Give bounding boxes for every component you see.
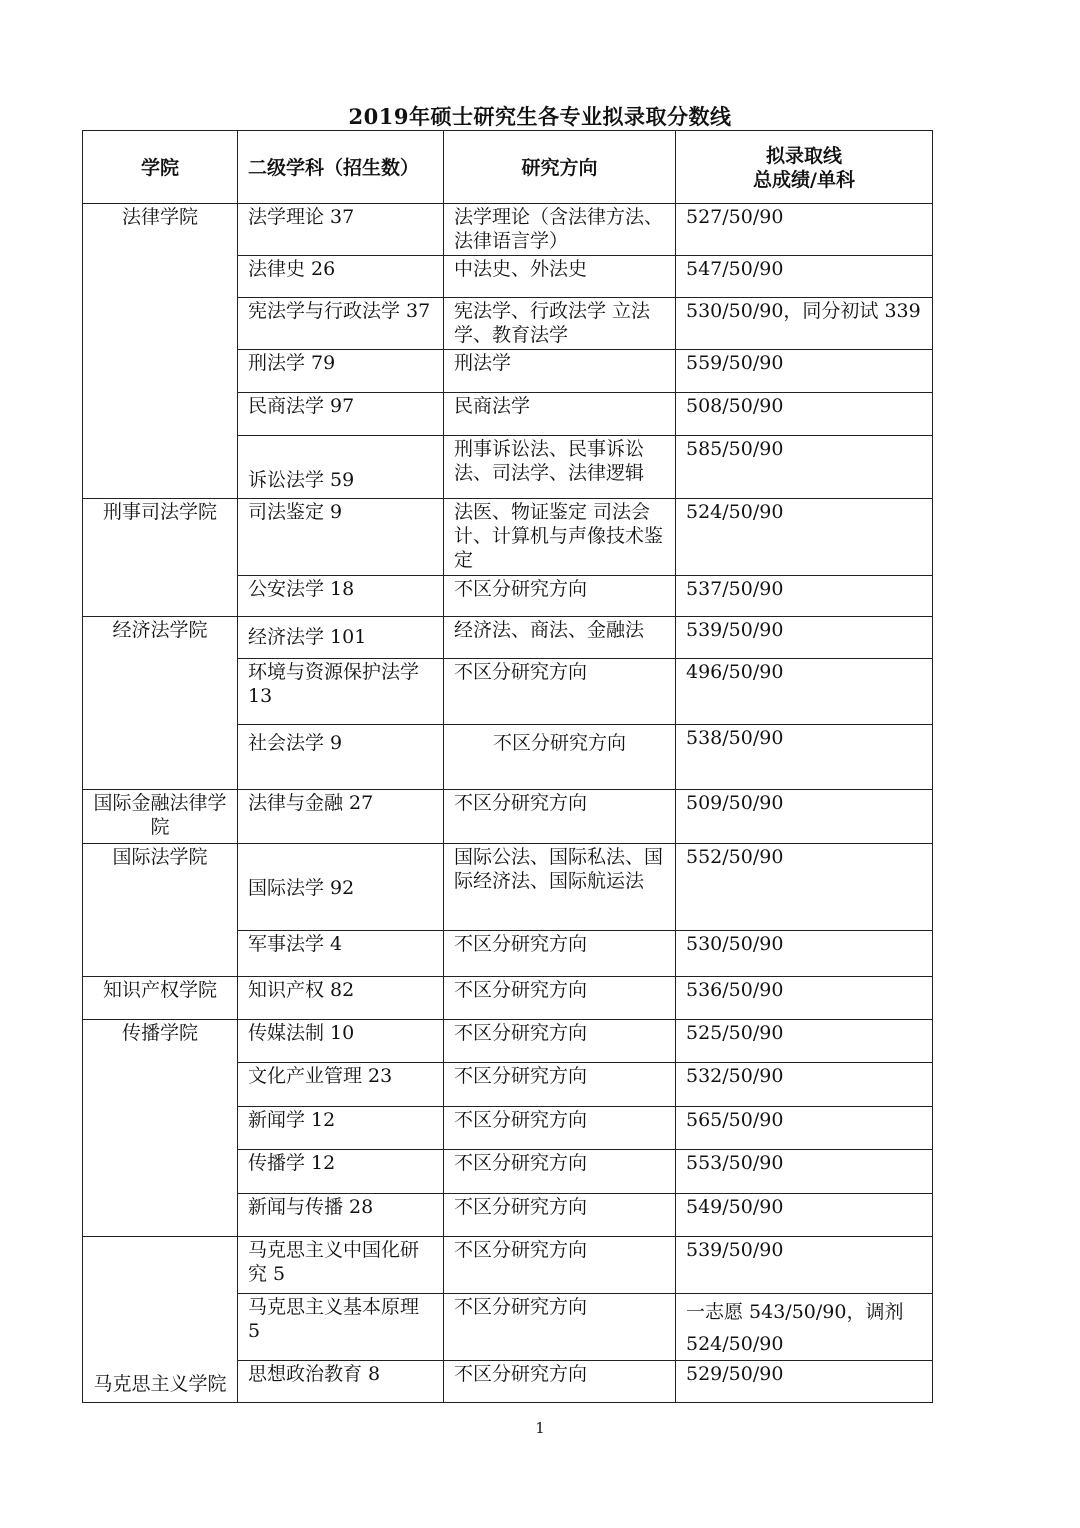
direction-cell: 不区分研究方向 [444,725,676,790]
table-row [83,844,933,931]
table-row [83,499,933,576]
score-cell: 530/50/90 [676,931,933,977]
discipline-cell: 社会法学 9 [238,725,444,790]
header-discipline: 二级学科（招生数） [238,131,444,204]
discipline-cell: 马克思主义中国化研究 5 [238,1237,444,1294]
score-cell: 一志愿 543/50/90，调剂 524/50/90 [676,1294,933,1361]
college-cell: 国际法学院 [83,844,238,977]
table-row [83,617,933,659]
direction-cell: 不区分研究方向 [444,790,676,844]
table-row [83,977,933,1020]
cutoff-table [82,130,933,1403]
score-cell: 559/50/90 [676,350,933,393]
direction-cell: 不区分研究方向 [444,576,676,617]
score-cell: 508/50/90 [676,393,933,436]
discipline-cell: 法学理论 37 [238,204,444,256]
direction-cell: 不区分研究方向 [444,659,676,725]
score-cell: 539/50/90 [676,617,933,659]
discipline-cell: 传播学 12 [238,1150,444,1194]
discipline-cell: 司法鉴定 9 [238,499,444,576]
discipline-cell: 文化产业管理 23 [238,1063,444,1107]
discipline-cell: 传媒法制 10 [238,1020,444,1063]
score-cell: 547/50/90 [676,256,933,298]
score-cell: 524/50/90 [676,499,933,576]
direction-cell: 民商法学 [444,393,676,436]
direction-cell: 不区分研究方向 [444,1294,676,1361]
discipline-cell: 知识产权 82 [238,977,444,1020]
direction-cell: 宪法学、行政法学 立法学、教育法学 [444,298,676,350]
score-cell: 565/50/90 [676,1107,933,1150]
direction-cell: 不区分研究方向 [444,931,676,977]
table-row [83,790,933,844]
score-cell: 527/50/90 [676,204,933,256]
score-cell: 537/50/90 [676,576,933,617]
score-cell: 536/50/90 [676,977,933,1020]
college-cell: 国际金融法律学院 [83,790,238,844]
discipline-cell: 经济法学 101 [238,617,444,659]
direction-cell: 法学理论（含法律方法、法律语言学） [444,204,676,256]
score-cell: 496/50/90 [676,659,933,725]
college-cell: 法律学院 [83,204,238,499]
discipline-cell: 环境与资源保护法学 13 [238,659,444,725]
college-cell: 经济法学院 [83,617,238,790]
page-number: 1 [535,1419,545,1437]
discipline-cell: 马克思主义基本原理 5 [238,1294,444,1361]
discipline-cell: 法律史 26 [238,256,444,298]
direction-cell: 不区分研究方向 [444,1020,676,1063]
direction-cell: 不区分研究方向 [444,1150,676,1194]
direction-cell: 不区分研究方向 [444,1361,676,1403]
header-college: 学院 [83,131,238,204]
table-row [83,1237,933,1294]
direction-cell: 刑法学 [444,350,676,393]
score-cell: 525/50/90 [676,1020,933,1063]
direction-cell: 不区分研究方向 [444,1107,676,1150]
header-direction: 研究方向 [444,131,676,204]
college-cell: 刑事司法学院 [83,499,238,617]
discipline-cell: 宪法学与行政法学 37 [238,298,444,350]
discipline-cell: 民商法学 97 [238,393,444,436]
direction-cell: 不区分研究方向 [444,1063,676,1107]
score-cell: 509/50/90 [676,790,933,844]
score-cell: 552/50/90 [676,844,933,931]
discipline-cell: 诉讼法学 59 [238,436,444,499]
score-cell: 549/50/90 [676,1194,933,1237]
direction-cell: 国际公法、国际私法、国际经济法、国际航运法 [444,844,676,931]
header-cutoff-line2: 总成绩/单科 [753,168,855,191]
discipline-cell: 新闻学 12 [238,1107,444,1150]
score-cell: 553/50/90 [676,1150,933,1194]
discipline-cell: 思想政治教育 8 [238,1361,444,1403]
discipline-cell: 新闻与传播 28 [238,1194,444,1237]
score-cell: 529/50/90 [676,1361,933,1403]
score-cell: 585/50/90 [676,436,933,499]
direction-cell: 刑事诉讼法、民事诉讼法、司法学、法律逻辑 [444,436,676,499]
discipline-cell: 法律与金融 27 [238,790,444,844]
direction-cell: 不区分研究方向 [444,977,676,1020]
direction-cell: 不区分研究方向 [444,1237,676,1294]
college-cell: 马克思主义学院 [83,1237,238,1403]
discipline-cell: 公安法学 18 [238,576,444,617]
discipline-cell: 军事法学 4 [238,931,444,977]
direction-cell: 不区分研究方向 [444,1194,676,1237]
score-cell: 539/50/90 [676,1237,933,1294]
score-cell: 538/50/90 [676,725,933,790]
direction-cell: 法医、物证鉴定 司法会计、计算机与声像技术鉴定 [444,499,676,576]
college-cell: 传播学院 [83,1020,238,1237]
table-row [83,204,933,256]
header-cutoff [676,131,933,204]
score-cell: 532/50/90 [676,1063,933,1107]
discipline-cell: 刑法学 79 [238,350,444,393]
direction-cell: 中法史、外法史 [444,256,676,298]
college-cell: 知识产权学院 [83,977,238,1020]
discipline-cell: 国际法学 92 [238,844,444,931]
table-row [83,1020,933,1063]
header-row [83,131,933,204]
direction-cell: 经济法、商法、金融法 [444,617,676,659]
page-title: 2019年硕士研究生各专业拟录取分数线 [348,104,732,129]
score-cell: 530/50/90，同分初试 339 [676,298,933,350]
header-cutoff-line1: 拟录取线 [765,144,842,167]
